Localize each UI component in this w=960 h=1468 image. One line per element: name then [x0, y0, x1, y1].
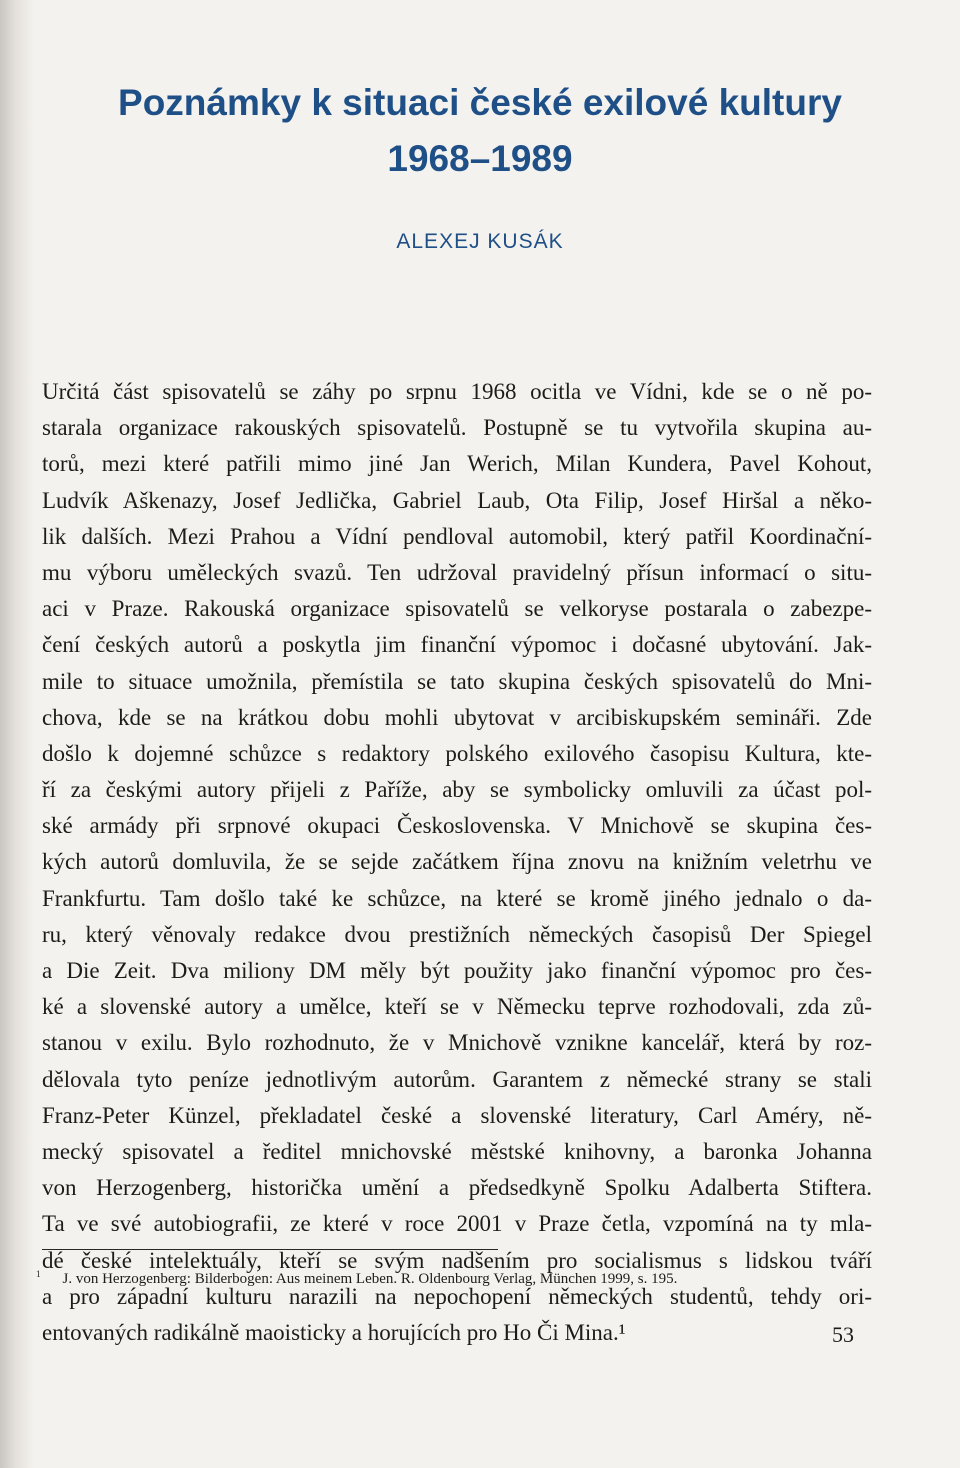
- body-text-line: torů, mezi které patřili mimo jiné Jan Werich, Milan Kundera, Pavel Kohout,: [42, 451, 872, 477]
- body-text-line: došlo k dojemné schůzce s redaktory polského exilového časopisu Kultura, kte-: [42, 740, 872, 766]
- chapter-title-line-2: 1968–1989: [387, 138, 573, 179]
- footnote: [36, 1263, 876, 1290]
- body-text-line: ké a slovenské autory a umělce, kteří se v Německu teprve rozhodovali, zda zů-: [42, 994, 872, 1020]
- body-text-line: kých autorů domluvila, že se sejde začátkem října znovu na knižním veletrhu ve: [42, 849, 872, 875]
- footnote-text: J. von Herzogenberg: Bilderbogen: Aus meinem Leben. R. Oldenbourg Verlag, München 1999, s. 195.: [62, 1271, 678, 1287]
- body-text-line: dělovala tyto peníze jednotlivým autorům. Garantem z německé strany se stali: [42, 1066, 872, 1092]
- body-text-line: ské armády při srpnové okupaci Československa. V Mnichově se skupina čes-: [42, 813, 872, 839]
- binding-shadow: [0, 0, 34, 1468]
- body-text-line: dé české intelektuály, kteří se svým nadšením pro socialismus s lidskou tváří: [42, 1247, 872, 1273]
- footnote-marker: 1: [36, 1269, 41, 1279]
- body-text-line: Frankfurtu. Tam došlo také ke schůzce, na které se kromě jiného jednalo o da-: [42, 885, 872, 911]
- body-text: [42, 374, 872, 1351]
- footnote-separator: [42, 1249, 498, 1250]
- body-text-line: Ta ve své autobiografii, ze které v roce 2001 v Praze četla, vzpomíná na ty mla-: [42, 1211, 872, 1237]
- page-number: 53: [832, 1322, 854, 1347]
- chapter-title-line-1: Poznámky k situaci české exilové kultury: [118, 82, 842, 123]
- body-text-line: starala organizace rakouských spisovatelů. Postupně se tu vytvořila skupina au-: [42, 415, 872, 441]
- body-text-line: ří za českými autory přijeli z Paříže, aby se symbolicky omluvili za účast pol-: [42, 777, 872, 803]
- body-text-line: čení českých autorů a poskytla jim finanční výpomoc i dočasné ubytování. Jak-: [42, 632, 872, 658]
- body-text-line: Ludvík Aškenazy, Josef Jedlička, Gabriel Laub, Ota Filip, Josef Hiršal a něko-: [42, 487, 872, 513]
- body-text-line: ru, který věnovaly redakce dvou prestižních německých časopisů Der Spiegel: [42, 921, 872, 947]
- body-text-line: mu výboru uměleckých svazů. Ten udržoval pravidelný přísun informací o situ-: [42, 559, 872, 585]
- body-text-line: chova, kde se na krátkou dobu mohli ubytovat v arcibiskupském semináři. Zde: [42, 704, 872, 730]
- body-text-line: Franz-Peter Künzel, překladatel české a slovenské literatury, Carl Améry, ně-: [42, 1102, 872, 1128]
- body-text-line: von Herzogenberg, historička umění a předsedkyně Spolku Adalberta Stiftera.: [42, 1175, 872, 1201]
- body-text-line: lik dalších. Mezi Prahou a Vídní pendloval automobil, který patřil Koordinační-: [42, 523, 872, 549]
- body-text-line: mecký spisovatel a ředitel mnichovské městské knihovny, a baronka Johanna: [42, 1138, 872, 1164]
- body-text-line: aci v Praze. Rakouská organizace spisovatelů se velkoryse postarala o zabezpe-: [42, 596, 872, 622]
- body-text-line: a pro západní kulturu narazili na nepochopení německých studentů, tehdy ori-: [42, 1283, 872, 1309]
- body-text-line: stanou v exilu. Bylo rozhodnuto, že v Mnichově vznikne kancelář, která by roz-: [42, 1030, 872, 1056]
- body-text-line: a Die Zeit. Dva miliony DM měly být použity jako finanční výpomoc pro čes-: [42, 958, 872, 983]
- body-text-line: Určitá část spisovatelů se záhy po srpnu 1968 ocitla ve Vídni, kde se o ně po-: [42, 379, 872, 404]
- body-text-line: mile to situace umožnila, přemístila se tato skupina českých spisovatelů do Mni-: [42, 668, 872, 694]
- body-text-line: entovaných radikálně maoisticky a horujících pro Ho Či Mina.¹: [42, 1319, 626, 1345]
- chapter-author: ALEXEJ KUSÁK: [396, 230, 564, 253]
